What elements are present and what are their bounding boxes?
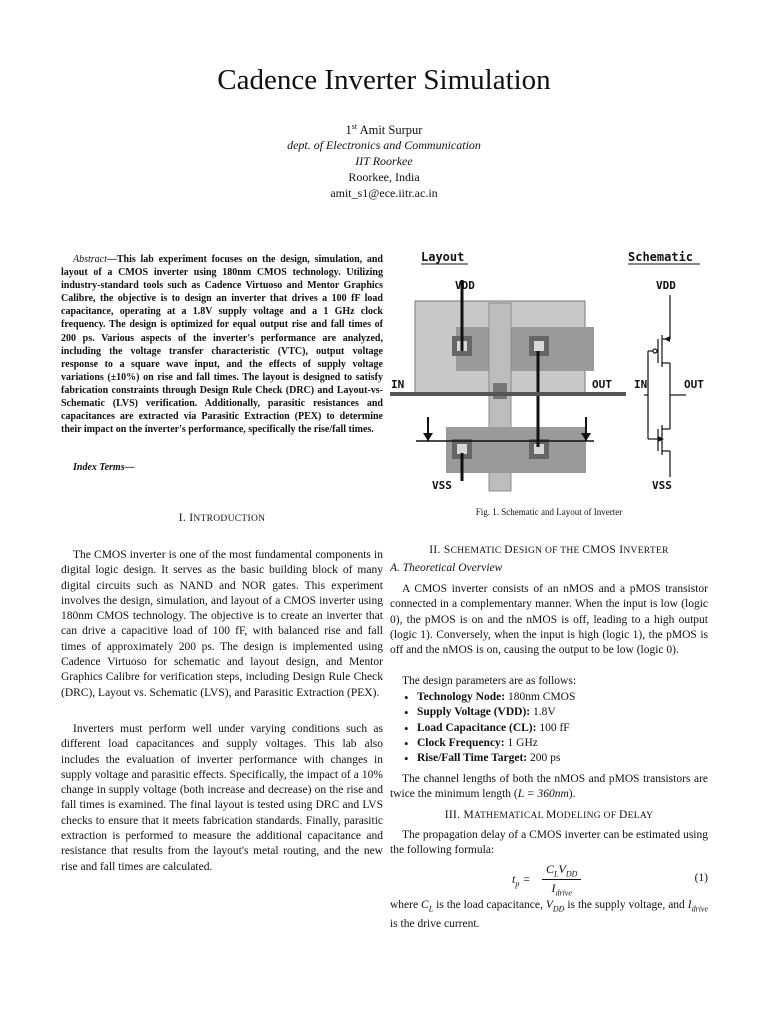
index-terms: Index Terms— [73, 462, 135, 473]
param-label: Clock Frequency: [417, 736, 505, 749]
eq-num-c: C [546, 862, 555, 876]
s3p2-vdd: V [545, 899, 553, 911]
section1-first: I [189, 512, 194, 524]
eq-den-sub: drive [555, 888, 572, 898]
section3-paragraph-1: The propagation delay of a CMOS inverter can be estimated using the following formula: [390, 829, 708, 857]
s3p2-d: is the drive current. [390, 917, 480, 930]
section3-part-1: M [463, 809, 474, 821]
section1-heading [61, 512, 383, 524]
abstract-label: Abstract [73, 254, 107, 265]
schematic-vdd-label: VDD [656, 279, 676, 292]
section3-part-2: ATHEMATICAL [473, 811, 547, 821]
figure-caption: Fig. 1. Schematic and Layout of Inverter [475, 507, 623, 517]
author-name: Amit Surpur [357, 123, 423, 138]
schematic-label: Schematic [628, 250, 694, 264]
layout-in-label: IN [391, 378, 405, 391]
equation-denominator [542, 880, 581, 897]
section2-p2-a: The channel lengths of both the nMOS and pMOS transistors are twice the minimum length ( [390, 773, 708, 801]
section3-heading [390, 809, 708, 821]
section1-paragraph-1: The CMOS inverter is one of the most fundamental components in digital logic design. It serves as the basic building block of many digital circuits such as NAND and NOR gates. This experiment involves the design, simulation, and layout of a CMOS inverter using 180nm CMOS technology. The objective is to create an inverter that can drive a capacitive load of 100 fF, with balanced rise and fall times of approximately 200 ps. The design is implemented using Cadence Virtuoso for schematic and layout design, and Mentor Graphics Calibre for verification steps, including Design Rule Check (DRC), Layout vs. Schematic (LVS), and Parasitic Extraction (PEX). [61, 549, 383, 699]
gate-contact [493, 383, 507, 399]
section2-number: II. [429, 544, 444, 556]
eq-lhs-sub: p [515, 879, 520, 889]
eq-num-sub-dd: DD [565, 869, 578, 879]
s3p2-i: I [687, 899, 692, 911]
section2-heading [390, 544, 708, 556]
section2-p2-b: ). [568, 788, 576, 801]
author-dept: dept. of Electronics and Communication [287, 138, 481, 152]
s3p2-vdd-sub: DD [552, 904, 565, 914]
author-ordinal-sup: st [351, 122, 358, 131]
equation-fraction [542, 862, 581, 898]
section2-part-6: NVERTER [623, 546, 669, 556]
param-item [390, 705, 708, 720]
pmos-active [456, 327, 594, 371]
param-item [390, 751, 708, 766]
param-item [390, 736, 708, 751]
abstract-text: This lab experiment focuses on the design, simulation, and layout of a CMOS inverter using 180nm CMOS technology. Utilizing industry-standard tools such as Cadence Virtuoso and Mentor Graphics Calibre, the objective is to design an inverter that drives a 100 fF load capacitance, operating at a 1.8V supply voltage and a 1 GHz clock frequency. The design is optimized for equal output rise and fall times of 200 ps. Various aspects of the inverter's performance are analyzed, including the voltage transfer characteristic (VTC), output voltage response to a square wave input, and the effects of supply voltage variations (±10%) on rise and fall times. The layout is designed to satisfy fabrication constraints through Design Rule Check (DRC) and Layout-vs-Schematic (LVS) verification. Additionally, parasitic resistances and capacitances are extracted via Parasitic Extraction (PEX) to determine their impact on the inverter's performance, specifically the rise/fall times. [61, 254, 383, 436]
section2-part-4: ESIGN OF THE [512, 546, 583, 556]
equation-numerator [542, 862, 581, 880]
abstract [61, 253, 383, 436]
s3p2-cl: C [421, 899, 429, 911]
schematic-in-label: IN [634, 378, 648, 391]
param-label: Technology Node: [417, 691, 506, 703]
layout-out-label: OUT [592, 378, 612, 391]
section2-params-intro: The design parameters are as follows: [402, 675, 577, 687]
section1-number: I. [178, 512, 190, 524]
design-parameters-list [390, 690, 708, 766]
s3p2-b: is the load capacitance, [433, 899, 546, 911]
paper-title: Cadence Inverter Simulation [217, 64, 551, 96]
param-value: 180nm CMOS [505, 691, 576, 703]
layout-vss-label: VSS [432, 479, 452, 492]
section2-part-2: CHEMATIC [450, 546, 505, 556]
eq-den-i: I [551, 881, 556, 896]
param-value: 1.8V [530, 706, 556, 719]
param-label: Rise/Fall Time Target: [417, 752, 528, 765]
s3p2-cl-sub: L [428, 904, 434, 914]
section2-part-3: D [504, 544, 513, 556]
delay-equation [390, 862, 708, 896]
section2-paragraph-2 [390, 772, 708, 803]
param-value: 1 GHz [504, 736, 538, 749]
section1-paragraph-2: Inverters must perform well under varying conditions such as different load capacitances and supply voltages. This lab also includes the evaluation of inverter performance with changes in supply voltage and parasitic effects. Specifically, the impact of a 10% change in supply voltage (both increase and decrease) on the rise and fall times is examined. The final layout is tested using DRC and LVS checks to ensure that it meets fabrication standards. Finally, parasitic extraction is performed to measure the additional capacitance and resistance that results from the layout's metal routing, and the new rise and fall times are calculated. [61, 723, 383, 873]
param-label: Load Capacitance (CL): [417, 721, 537, 734]
section3-paragraph-2 [390, 898, 708, 932]
equation-lhs: $t_p$ = [512, 872, 531, 889]
abstract-dash: — [106, 254, 117, 265]
param-value: 200 ps [527, 752, 561, 765]
section3-part-6: ELAY [627, 811, 654, 821]
equation-number: (1) [694, 872, 708, 884]
section2-part-1: S [443, 544, 451, 556]
s3p2-c: is the supply voltage, and [564, 899, 688, 911]
s3p2-i-sub: drive [691, 904, 709, 914]
author-name-line [0, 119, 768, 138]
eq-lhs-t: t [512, 872, 516, 886]
section3-part-5: D [619, 809, 628, 821]
section3-part-4: ODELING OF [556, 811, 620, 821]
s3p2-a: where [390, 899, 422, 911]
eq-num-v: V [558, 862, 566, 876]
section2-part-5: CMOS I [582, 544, 624, 556]
section2-subsection: A. Theoretical Overview [390, 562, 503, 574]
author-institute: IIT Roorkee [355, 154, 413, 168]
param-label: Supply Voltage (VDD): [417, 706, 531, 719]
param-item [390, 690, 708, 705]
eq-num-sub-l: L [554, 869, 559, 879]
author-ordinal: 1 [345, 123, 352, 138]
param-value: 100 fF [536, 721, 570, 734]
layout-label: Layout [421, 250, 465, 264]
author-city: Roorkee, India [348, 170, 420, 184]
schematic-out-label: OUT [684, 378, 704, 391]
inverter-figure [388, 243, 712, 499]
section3-number: III. [444, 809, 464, 821]
section3-part-3: M [546, 809, 557, 821]
section1-rest: NTRODUCTION [193, 514, 266, 524]
section2-p2-math: L = 360nm [517, 788, 569, 801]
param-item [390, 721, 708, 736]
layout-vdd-label: VDD [455, 279, 475, 292]
author-email: amit_s1@ece.iitr.ac.in [330, 186, 438, 200]
schematic-vss-label: VSS [652, 479, 672, 492]
section2-paragraph-1: A CMOS inverter consists of an nMOS and a pMOS transistor connected in a complementary manner. When the input is low (logic 0), the pMOS is on and the nMOS is off, leading to a high output (logic 1). Conversely, when the input is high (logic 1), the pMOS is off and the nMOS is on, causing the output to be low (logic 0). [390, 583, 708, 657]
